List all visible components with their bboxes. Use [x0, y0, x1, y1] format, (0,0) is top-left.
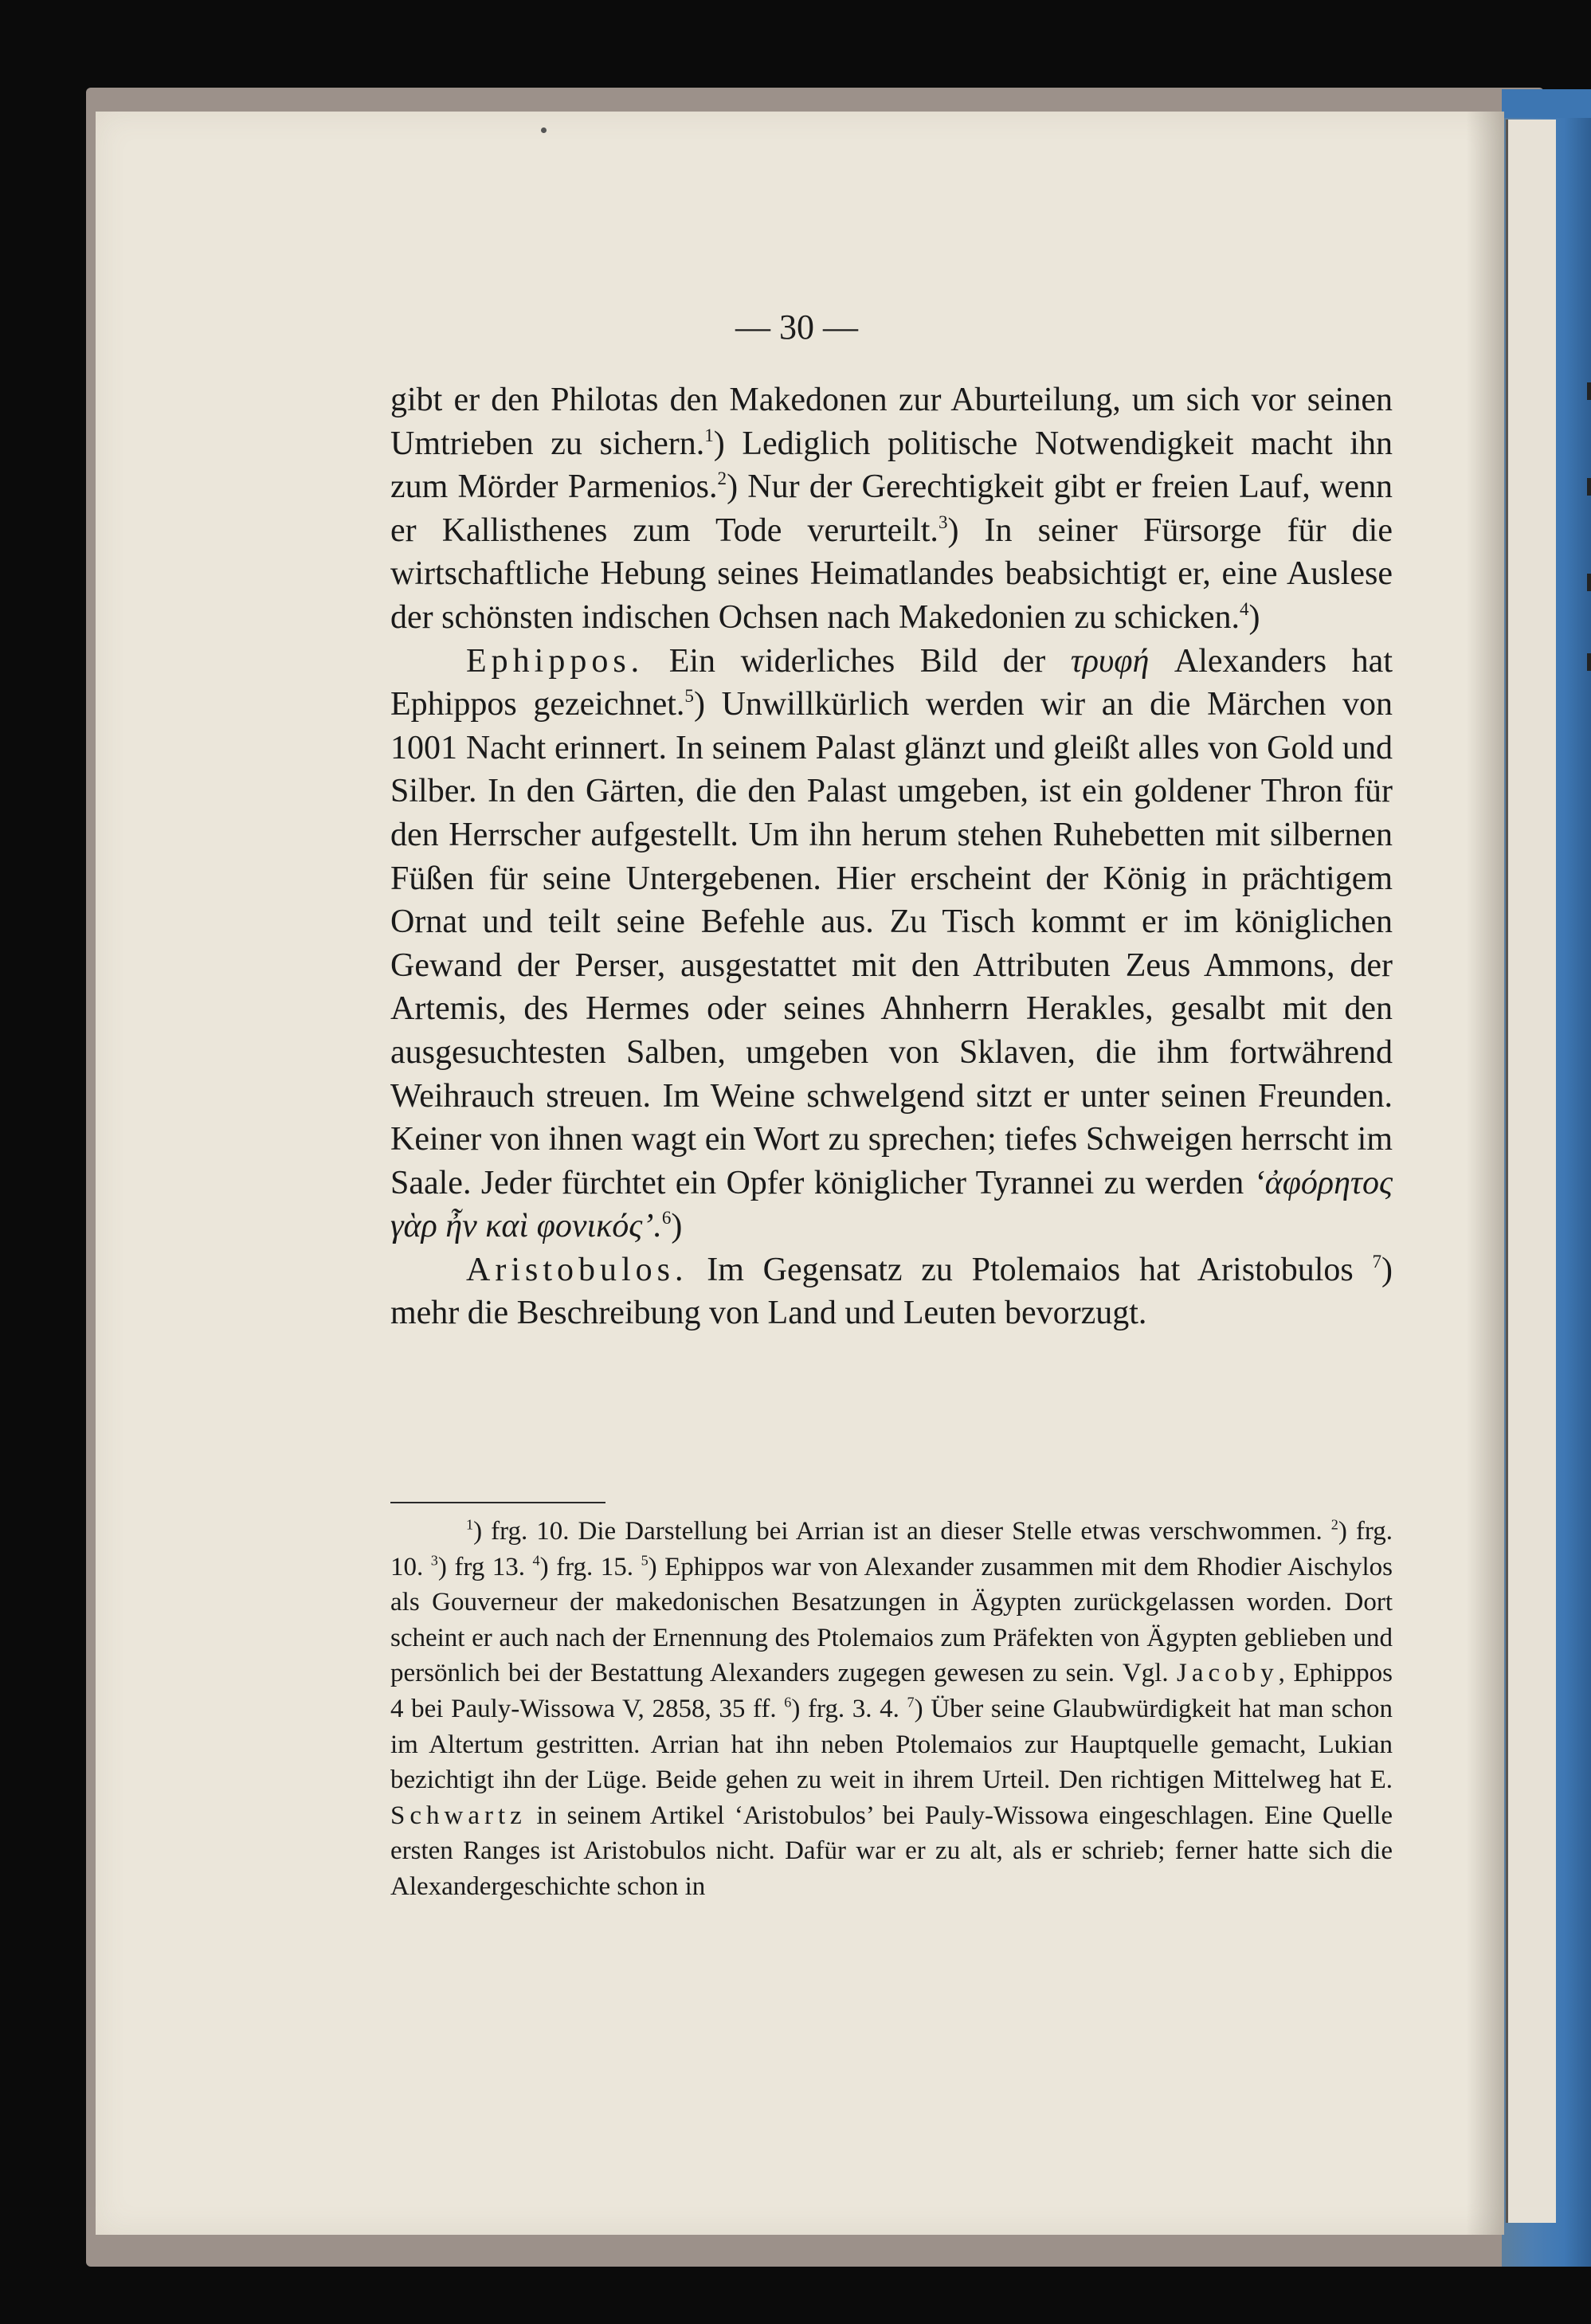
author-name-jacoby: Jacoby [1177, 1659, 1279, 1688]
greek-quote: ‘ἀφόρητος γὰρ ἦν καὶ φονικός’. [390, 1164, 1393, 1245]
footnote-mark: 7 [907, 1694, 915, 1711]
footnote-ref: 2 [717, 468, 727, 489]
footnote-mark: 3 [430, 1551, 438, 1568]
author-name-ephippos: Ephippos. [466, 642, 645, 680]
facing-page-edge [1506, 120, 1556, 2223]
footnote-mark: 5 [641, 1551, 649, 1568]
facing-page-glyph [1587, 478, 1591, 496]
body-text [390, 378, 1393, 1335]
paragraph-philotas: gibt er den Philotas den Makedonen zur Aburteilung, um sich vor seinen Umtrieben zu sichern.$^1$) Lediglich politische Notwendigkeit macht ihn zum Mörder Parmenios.$^2$) Nur der Gerechtigkeit gibt er freien Lauf, wenn er Kallisthenes zum Tode verurteilt.$^3$) In seiner Fürsorge für die wirtschaftliche Hebung seines Heimatlandes beabsichtigt er, eine Auslese der schönsten indischen Ochsen nach Makedonien zu schicken.$^4$) [390, 382, 1393, 636]
page-number: — 30 — [735, 308, 858, 347]
page-gutter-shadow [1466, 112, 1504, 2235]
author-name-aristobulos: Aristobulos. [466, 1251, 688, 1288]
footnote-mark: 1 [466, 1516, 474, 1533]
facing-page-glyph [1587, 653, 1591, 671]
footnote-mark: 6 [784, 1694, 792, 1711]
footnote-ref: 7 [1372, 1250, 1381, 1272]
footnote-block: $^1$) frg. 10. Die Darstellung bei Arrian ist an dieser Stelle etwas verschwommen. $^2$) frg. 10. $^3$) frg 13. $^4$) frg. 15. $^5$) Ephippos war von Alexander zusammen mit dem Rhodier Aischylos als Gouverneur der makedonischen Besatzungen in Ägypten zurückgelassen worden. Dort scheint er auch nach der Ernennung des Ptolemaios zum Präfekten von Ägypten geblieben und persönlich bei der Bestattung Alexanders zugegen gewesen zu sein. Vgl. Jacoby, Ephippos 4 bei Pauly-Wissowa V, 2858, 35 ff. $^6$) frg. 3. 4. $^7$) Über seine Glaubwürdigkeit hat man schon im Altertum gestritten. Arrian hat ihn neben Ptolemaios zur Hauptquelle gemacht, Lukian bezichtigt ihn der Lüge. Beide gehen zu weit in ihrem Urteil. Den richtigen Mittelweg hat E. Schwartz in seinem Artikel ‘Aristobulos’ bei Pauly-Wissowa eingeschlagen. Eine Quelle ersten Ranges ist Aristobulos nicht. Dafür war er zu alt, als er schrieb; ferner hatte sich die Alexandergeschichte schon in [390, 1516, 1393, 1901]
paper-speck [541, 127, 547, 133]
footnote-ref: 5 [684, 685, 694, 706]
footnote-ref: 6 [661, 1207, 672, 1229]
facing-page-glyph [1587, 382, 1591, 400]
paragraph-aristobulos: Aristobulos. Im Gegensatz zu Ptolemaios hat Aristobulos $^7$) mehr die Beschreibung von Land und Leuten bevorzugt. [390, 1250, 1393, 1332]
greek-term: τρυφή [1070, 642, 1150, 680]
author-name-schwartz: Schwartz [390, 1801, 527, 1830]
facing-page-glyph [1587, 574, 1591, 591]
footnote-ref: 3 [938, 511, 948, 532]
footnote-ref: 1 [704, 424, 714, 445]
footnote-mark: 4 [532, 1551, 540, 1568]
book-spine-top [1502, 89, 1591, 118]
footnote-separator [390, 1502, 605, 1503]
footnote-ref: 4 [1240, 598, 1249, 619]
footnote-mark: 2 [1330, 1516, 1338, 1533]
paragraph-ephippos: Ephippos. Ein widerliches Bild der τρυφή Alexanders hat Ephippos gezeichnet.$^5$) Unwillkürlich werden wir an die Märchen von 1001 Nacht erinnert. In seinem Palast glänzt und gleißt alles von Gold und Silber. In den Gärten, die den Palast umgeben, ist ein goldener Thron für den Herrscher aufgestellt. Um ihn herum stehen Ruhebetten mit silbernen Füßen für seine Untergebenen. Hier erscheint der König in prächtigem Ornat und teilt seine Befehle aus. Zu Tisch kommt er im königlichen Gewand der Perser, ausgestattet mit den Attributen Zeus Ammons, der Artemis, des Hermes oder seines Ahnherrn Herakles, gesalbt mit den ausgesuchtesten Salben, umgeben von Sklaven, die ihm fortwährend Weihrauch streuen. Im Weine schwelgend sitzt er unter seinen Freunden. Keiner von ihnen wagt ein Wort zu sprechen; tiefes Schweigen herrscht im Saale. Jeder fürchtet ein Opfer königlicher Tyrannei zu werden ‘ἀφόρητος γὰρ ἦν καὶ φονικός’.$^6$) [390, 642, 1393, 1245]
footnotes [390, 1514, 1393, 1905]
